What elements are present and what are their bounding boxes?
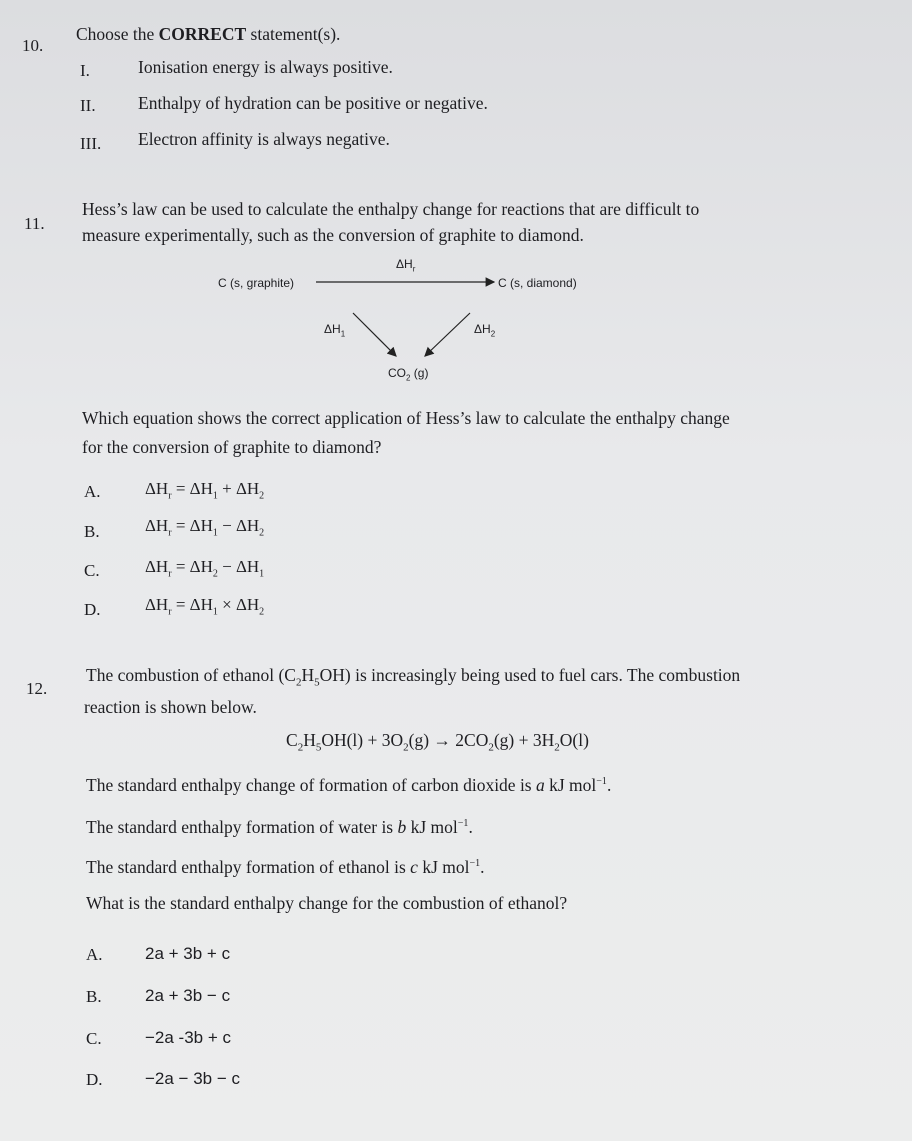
q11-intro-line2: measure experimentally, such as the conversion of graphite to diamond. [82, 225, 584, 245]
diagram-right-label: C (s, diamond) [498, 276, 577, 290]
q10-prompt [76, 24, 340, 45]
q11-option-b-text[interactable]: $\Delta H_r = \Delta H_1 - \Delta H_2$ [145, 516, 265, 539]
q10-prompt-bold: CORRECT [158, 24, 247, 44]
q12-intro-line2: reaction is shown below. [84, 697, 257, 717]
q12-intro-line1: The combustion of ethanol $(C_2H_5OH)$ is increasingly being used to fuel cars. The combustion [86, 665, 741, 689]
left-arrow [353, 313, 396, 356]
q10-prompt-prefix: Choose the [76, 24, 159, 44]
q12-given-2: The standard enthalpy formation of water is b kJ mol$^{-1}$. [86, 817, 473, 837]
q10-statement-3-text: Electron affinity is always negative. [138, 129, 390, 149]
q11-option-c-text[interactable]: $\Delta H_r = \Delta H_2 - \Delta H_1$ [145, 557, 265, 580]
diagram-left-enthalpy: $\Delta H_1$ [324, 322, 346, 339]
q12-question: What is the standard enthalpy change for the combustion of ethanol? [86, 893, 568, 913]
diagram-left-label: C (s, graphite) [218, 276, 295, 290]
diagram-right-enthalpy: $\Delta H_2$ [474, 322, 496, 339]
q11-question-line2: for the conversion of graphite to diamond? [82, 437, 382, 457]
q10-statement-2-text: Enthalpy of hydration can be positive or negative. [138, 93, 488, 113]
q11-intro-line1: Hess’s law can be used to calculate the enthalpy change for reactions that are difficult to [82, 199, 700, 219]
q11-option-c-letter[interactable]: C. [84, 561, 100, 580]
q11-option-a-text[interactable]: $\Delta H_r = \Delta H_1 + \Delta H_2$ [145, 479, 265, 502]
q10-number: 10. [22, 36, 44, 55]
q11-question-line1: Which equation shows the correct application of Hess’s law to calculate the enthalpy change [82, 408, 730, 428]
q12-equation: $C_2H_5OH(l) + 3O_2(g) \to 2CO_2(g) + 3H_2O(l)$ [286, 730, 589, 754]
q12-number: 12. [26, 679, 48, 698]
q12-given-3: The standard enthalpy formation of ethanol is c kJ mol$^{-1}$. [86, 857, 485, 877]
diagram-bottom-label: $CO_2$ (g) [388, 366, 429, 383]
q10-statement-3-num: III. [80, 134, 102, 153]
q10-statement-1-text: Ionisation energy is always positive. [138, 57, 393, 77]
q12-option-b-letter[interactable]: B. [86, 987, 102, 1006]
diagram-top-enthalpy: $\Delta H_r$ [396, 257, 416, 274]
q12-option-b-text[interactable]: 2a + 3b − c [145, 986, 231, 1005]
q11-option-b-letter[interactable]: B. [84, 522, 100, 541]
q12-option-d-letter[interactable]: D. [86, 1070, 103, 1089]
q10-statement-1-num: I. [80, 61, 90, 80]
q12-option-c-letter[interactable]: C. [86, 1029, 102, 1048]
q11-option-a-letter[interactable]: A. [84, 482, 101, 501]
q10-prompt-suffix: statement(s). [246, 24, 341, 44]
q12-option-a-text[interactable]: 2a + 3b + c [145, 944, 231, 963]
q12-option-c-text[interactable]: −2a -3b + c [145, 1028, 232, 1047]
q12-option-d-text[interactable]: −2a − 3b − c [145, 1069, 240, 1088]
q12-given-1: The standard enthalpy change of formation of carbon dioxide is a kJ mol$^{-1}$. [86, 775, 612, 795]
q11-option-d-letter[interactable]: D. [84, 600, 101, 619]
right-arrow [425, 313, 470, 356]
q11-option-d-text[interactable]: $\Delta H_r = \Delta H_1 \times \Delta H_2$ [145, 595, 265, 618]
q12-option-a-letter[interactable]: A. [86, 945, 103, 964]
q10-statement-2-num: II. [80, 96, 96, 115]
q11-number: 11. [24, 214, 45, 233]
